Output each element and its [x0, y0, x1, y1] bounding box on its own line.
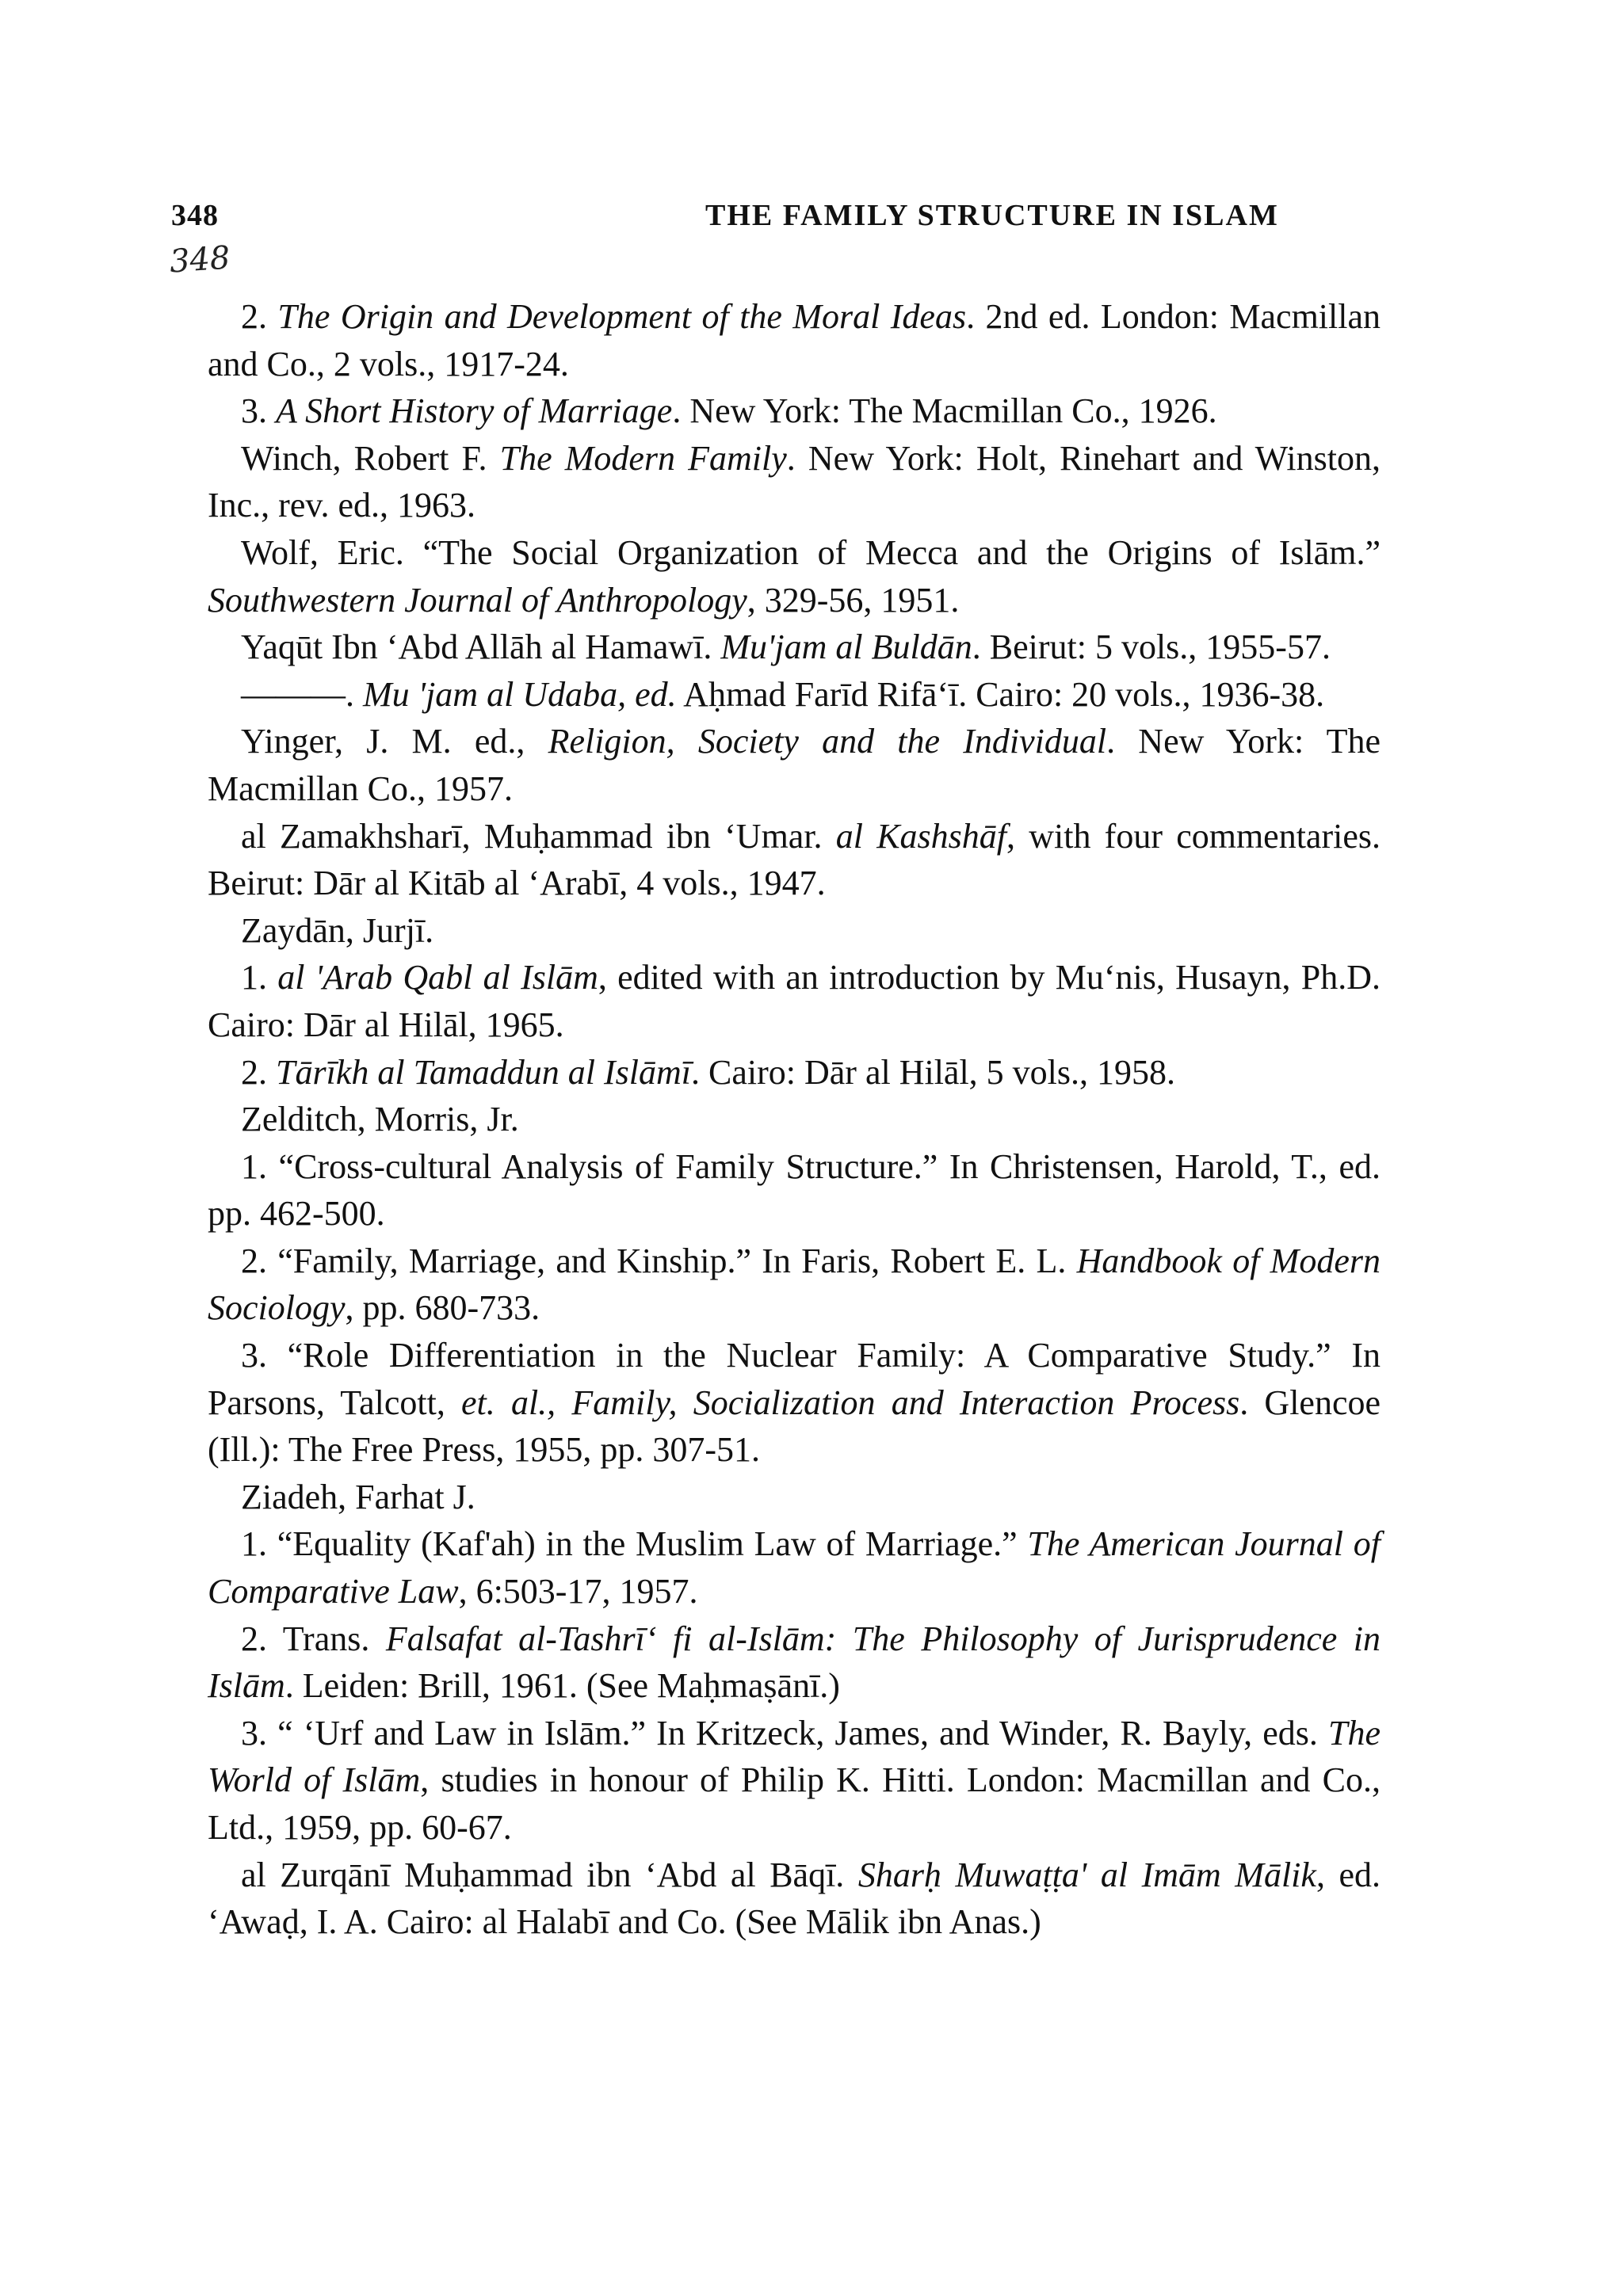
entry-title: The Modern Family	[499, 438, 787, 478]
entry-text: 1. “Cross-cultural Analysis of Family Structure.” In Christensen, Harold, T., ed. pp. 462-500.	[208, 1146, 1381, 1234]
entry-title: Sharḥ Muwaṭṭa' al Imām Mālik	[857, 1855, 1316, 1894]
entry-text: 1. “Equality (Kaf'ah) in the Muslim Law of Marriage.”	[241, 1524, 1028, 1564]
entry-text: . New York: The Macmillan Co., 1926.	[672, 391, 1217, 431]
handwritten-page-number: 348	[168, 239, 231, 280]
bibliography-entry	[208, 1474, 1381, 1521]
entry-text: , 329-56, 1951.	[747, 580, 960, 620]
entry-text: , pp. 680-733.	[345, 1288, 540, 1328]
bibliography-entry	[208, 813, 1381, 907]
entry-title: Falsafat al-Tashrī‘ fi al-Islām: The Philosophy of Jurisprudence in Islām	[208, 1619, 1381, 1706]
entry-text: . New York: Holt, Rinehart and Winston, Inc., rev. ed., 1963.	[208, 438, 1381, 525]
bibliography-entry	[208, 1238, 1381, 1332]
bibliography-entries	[208, 293, 1381, 1946]
entry-text: 2.	[241, 297, 278, 336]
entry-text: 1.	[241, 958, 278, 997]
bibliography-entry	[208, 529, 1381, 624]
entry-text: Zelditch, Morris, Jr.	[241, 1100, 519, 1139]
bibliography-entry	[208, 1049, 1381, 1097]
entry-text: Ziadeh, Farhat J.	[241, 1477, 475, 1516]
bibliography-entry	[208, 1615, 1381, 1710]
entry-title: Mu 'jam al Udaba, ed.	[363, 674, 677, 714]
entry-text: . Leiden: Brill, 1961. (See Maḥmaṣānī.)	[285, 1666, 840, 1706]
bibliography-entry	[208, 1710, 1381, 1852]
entry-text: Yaqūt Ibn ‘Abd Allāh al Hamawī.	[241, 627, 721, 667]
entry-text: Yinger, J. M. ed.,	[241, 722, 548, 761]
entry-text: , 6:503-17, 1957.	[458, 1572, 698, 1611]
bibliography-entry	[208, 1332, 1381, 1474]
entry-title: Handbook of Modern Sociology	[208, 1241, 1381, 1328]
entry-text: Wolf, Eric. “The Social Organization of Mecca and the Origins of Islām.”	[241, 532, 1381, 572]
entry-text: . Beirut: 5 vols., 1955-57.	[972, 627, 1331, 667]
bibliography-entry	[208, 954, 1381, 1048]
entry-text: , edited with an introduction by Mu‘nis, Husayn, Ph.D. Cairo: Dār al Hilāl, 1965.	[208, 958, 1381, 1044]
entry-text: 2.	[241, 1052, 276, 1092]
entry-title: The Origin and Development of the Moral Ideas	[277, 297, 967, 336]
entry-title: et. al., Family, Socialization and Interaction Process	[461, 1383, 1240, 1422]
entry-text: 3. “Role Differentiation in the Nuclear Family: A Comparative Study.” In Parsons, Talcott,	[208, 1336, 1381, 1422]
entry-title: al 'Arab Qabl al Islām	[277, 958, 598, 997]
entry-text: ———.	[241, 674, 363, 714]
entry-text: Winch, Robert F.	[241, 438, 500, 478]
bibliography-entry	[208, 1143, 1381, 1238]
entry-text: , with four commentaries. Beirut: Dār al Kitāb al ‘Arabī, 4 vols., 1947.	[208, 816, 1381, 903]
entry-text: , ed. ‘Awaḍ, I. A. Cairo: al Halabī and Co. (See Mālik ibn Anas.)	[208, 1855, 1381, 1942]
entry-text: Aḥmad Farīd Rifā‘ī. Cairo: 20 vols., 1936-38.	[676, 674, 1325, 714]
bibliography-entry	[208, 435, 1381, 529]
entry-title: Religion, Society and the Individual	[548, 722, 1107, 761]
entry-text: 2. “Family, Marriage, and Kinship.” In Faris, Robert E. L.	[241, 1241, 1077, 1280]
bibliography-entry	[208, 907, 1381, 955]
bibliography-entry	[208, 1520, 1381, 1615]
entry-title: The American Journal of Comparative Law	[208, 1524, 1381, 1611]
entry-text: al Zamakhsharī, Muḥammad ibn ‘Umar.	[241, 816, 836, 856]
entry-title: The World of Islām	[208, 1713, 1381, 1800]
bibliography-entry	[208, 293, 1381, 387]
bibliography-entry	[208, 671, 1381, 719]
entry-text: 3.	[241, 391, 276, 431]
running-head: THE FAMILY STRUCTURE IN ISLAM	[705, 199, 1279, 232]
bibliography-entry	[208, 387, 1381, 435]
entry-text: . 2nd ed. London: Macmillan and Co., 2 vols., 1917-24.	[208, 297, 1381, 383]
bibliography-entry	[208, 718, 1381, 812]
entry-text: 2. Trans.	[241, 1619, 386, 1658]
entry-text: al Zurqānī Muḥammad ibn ‘Abd al Bāqī.	[241, 1855, 858, 1894]
entry-text: . New York: The Macmillan Co., 1957.	[208, 722, 1381, 808]
entry-title: Mu'jam al Buldān	[720, 627, 972, 667]
bibliography-entry	[208, 624, 1381, 671]
bibliography-entry	[208, 1096, 1381, 1143]
entry-text: Zaydān, Jurjī.	[241, 910, 434, 950]
entry-title: Tārīkh al Tamaddun al Islāmī	[276, 1052, 692, 1092]
entry-text: . Glencoe (Ill.): The Free Press, 1955, pp. 307-51.	[208, 1383, 1381, 1470]
page-number: 348	[171, 199, 219, 232]
bibliography-entry	[208, 1852, 1381, 1946]
entry-title: A Short History of Marriage	[276, 391, 673, 431]
entry-title: al Kashshāf	[835, 816, 1007, 856]
entry-text: . Cairo: Dār al Hilāl, 5 vols., 1958.	[691, 1052, 1176, 1092]
entry-title: Southwestern Journal of Anthropology	[208, 580, 747, 620]
entry-text: , studies in honour of Philip K. Hitti. London: Macmillan and Co., Ltd., 1959, pp. 60-67.	[208, 1760, 1381, 1847]
entry-text: 3. “ ‘Urf and Law in Islām.” In Kritzeck, James, and Winder, R. Bayly, eds.	[241, 1713, 1328, 1753]
